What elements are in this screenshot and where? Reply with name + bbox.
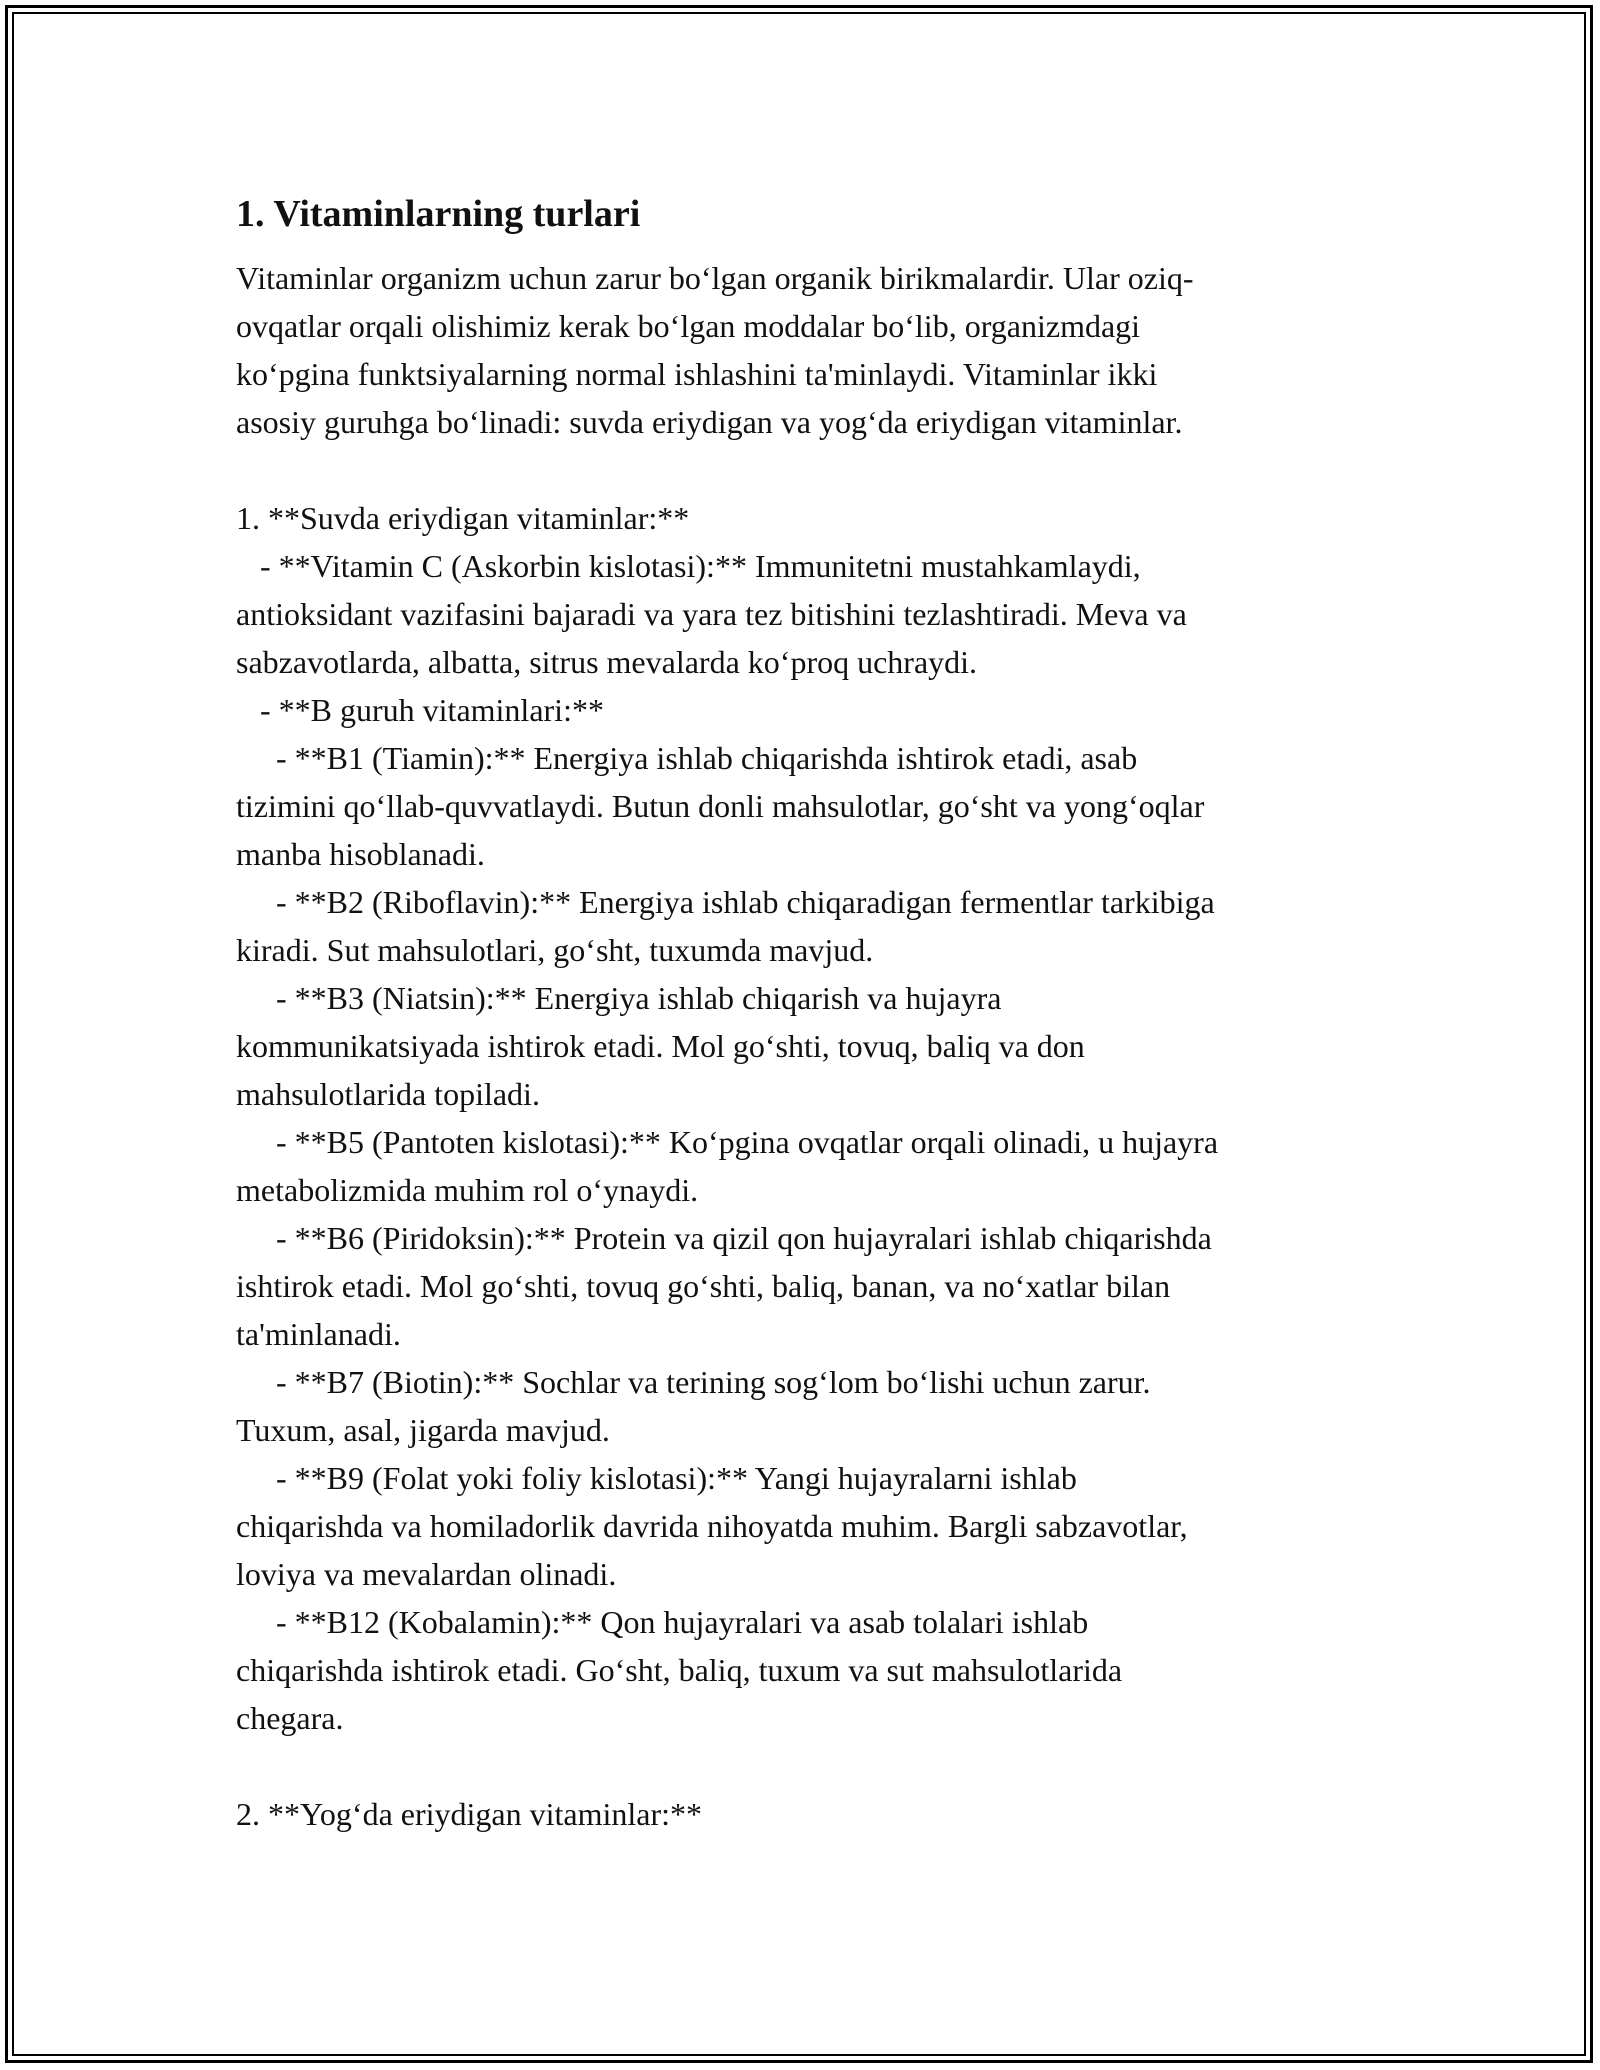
list-line: - **B7 (Biotin):** Sochlar va terining sog‘lom bo‘lishi uchun zarur. [236,1364,1151,1400]
list-line: sabzavotlarda, albatta, sitrus mevalarda ko‘proq uchraydi. [236,644,978,680]
list-line: chiqarishda ishtirok etadi. Go‘sht, baliq, tuxum va sut mahsulotlarida [236,1652,1123,1688]
list-line: chiqarishda va homiladorlik davrida nihoyatda muhim. Bargli sabzavotlar, [236,1508,1188,1544]
list-line: - **B5 (Pantoten kislotasi):** Ko‘pgina ovqatlar orqali olinadi, u hujayra [236,1124,1219,1160]
list-line: - **B3 (Niatsin):** Energiya ishlab chiqarish va hujayra [236,980,1002,1016]
list-line: - **Vitamin C (Askorbin kislotasi):** Immunitetni mustahkamlaydi, [236,548,1141,584]
list-line: antioksidant vazifasini bajaradi va yara tez bitishini tezlashtiradi. Meva va [236,596,1187,632]
list-line: - **B9 (Folat yoki foliy kislotasi):** Yangi hujayralarni ishlab [236,1460,1077,1496]
list-line: metabolizmida muhim rol o‘ynaydi. [236,1172,699,1208]
list-line: tizimini qo‘llab-quvvatlaydi. Butun donli mahsulotlar, go‘sht va yong‘oqlar [236,788,1205,824]
list-line: kommunikatsiyada ishtirok etadi. Mol go‘shti, tovuq, baliq va don [236,1028,1085,1064]
intro-paragraph [236,254,1366,446]
list-line: - **B guruh vitaminlari:** [236,692,604,728]
blank-line [236,1742,1366,1790]
list-line: - **B12 (Kobalamin):** Qon hujayralari va asab tolalari ishlab [236,1604,1089,1640]
vitamin-list [236,494,1366,1838]
list-line: kiradi. Sut mahsulotlari, go‘sht, tuxumda mavjud. [236,932,874,968]
list-line: chegara. [236,1700,344,1736]
list-line: 1. **Suvda eriydigan vitaminlar:** [236,500,690,536]
intro-line: ovqatlar orqali olishimiz kerak bo‘lgan moddalar bo‘lib, organizmdagi [236,308,1141,344]
list-line: - **B6 (Piridoksin):** Protein va qizil qon hujayralari ishlab chiqarishda [236,1220,1212,1256]
section-heading: 1. Vitaminlarning turlari [236,193,641,235]
list-line: - **B2 (Riboflavin):** Energiya ishlab chiqaradigan fermentlar tarkibiga [236,884,1215,920]
document-content [236,188,1366,1838]
list-line: manba hisoblanadi. [236,836,485,872]
list-line: ta'minlanadi. [236,1316,401,1352]
intro-line: ko‘pgina funktsiyalarning normal ishlashini ta'minlaydi. Vitaminlar ikki [236,356,1158,392]
intro-line: asosiy guruhga bo‘linadi: suvda eriydigan va yog‘da eriydigan vitaminlar. [236,404,1183,440]
list-line: loviya va mevalardan olinadi. [236,1556,617,1592]
list-line: Tuxum, asal, jigarda mavjud. [236,1412,610,1448]
intro-line: Vitaminlar organizm uchun zarur bo‘lgan organik birikmalardir. Ular oziq- [236,260,1194,296]
list-line: - **B1 (Tiamin):** Energiya ishlab chiqarishda ishtirok etadi, asab [236,740,1138,776]
section-2-heading-line: 2. **Yog‘da eriydigan vitaminlar:** [236,1796,703,1832]
list-line: ishtirok etadi. Mol go‘shti, tovuq go‘shti, baliq, banan, va no‘xatlar bilan [236,1268,1171,1304]
list-line: mahsulotlarida topiladi. [236,1076,540,1112]
